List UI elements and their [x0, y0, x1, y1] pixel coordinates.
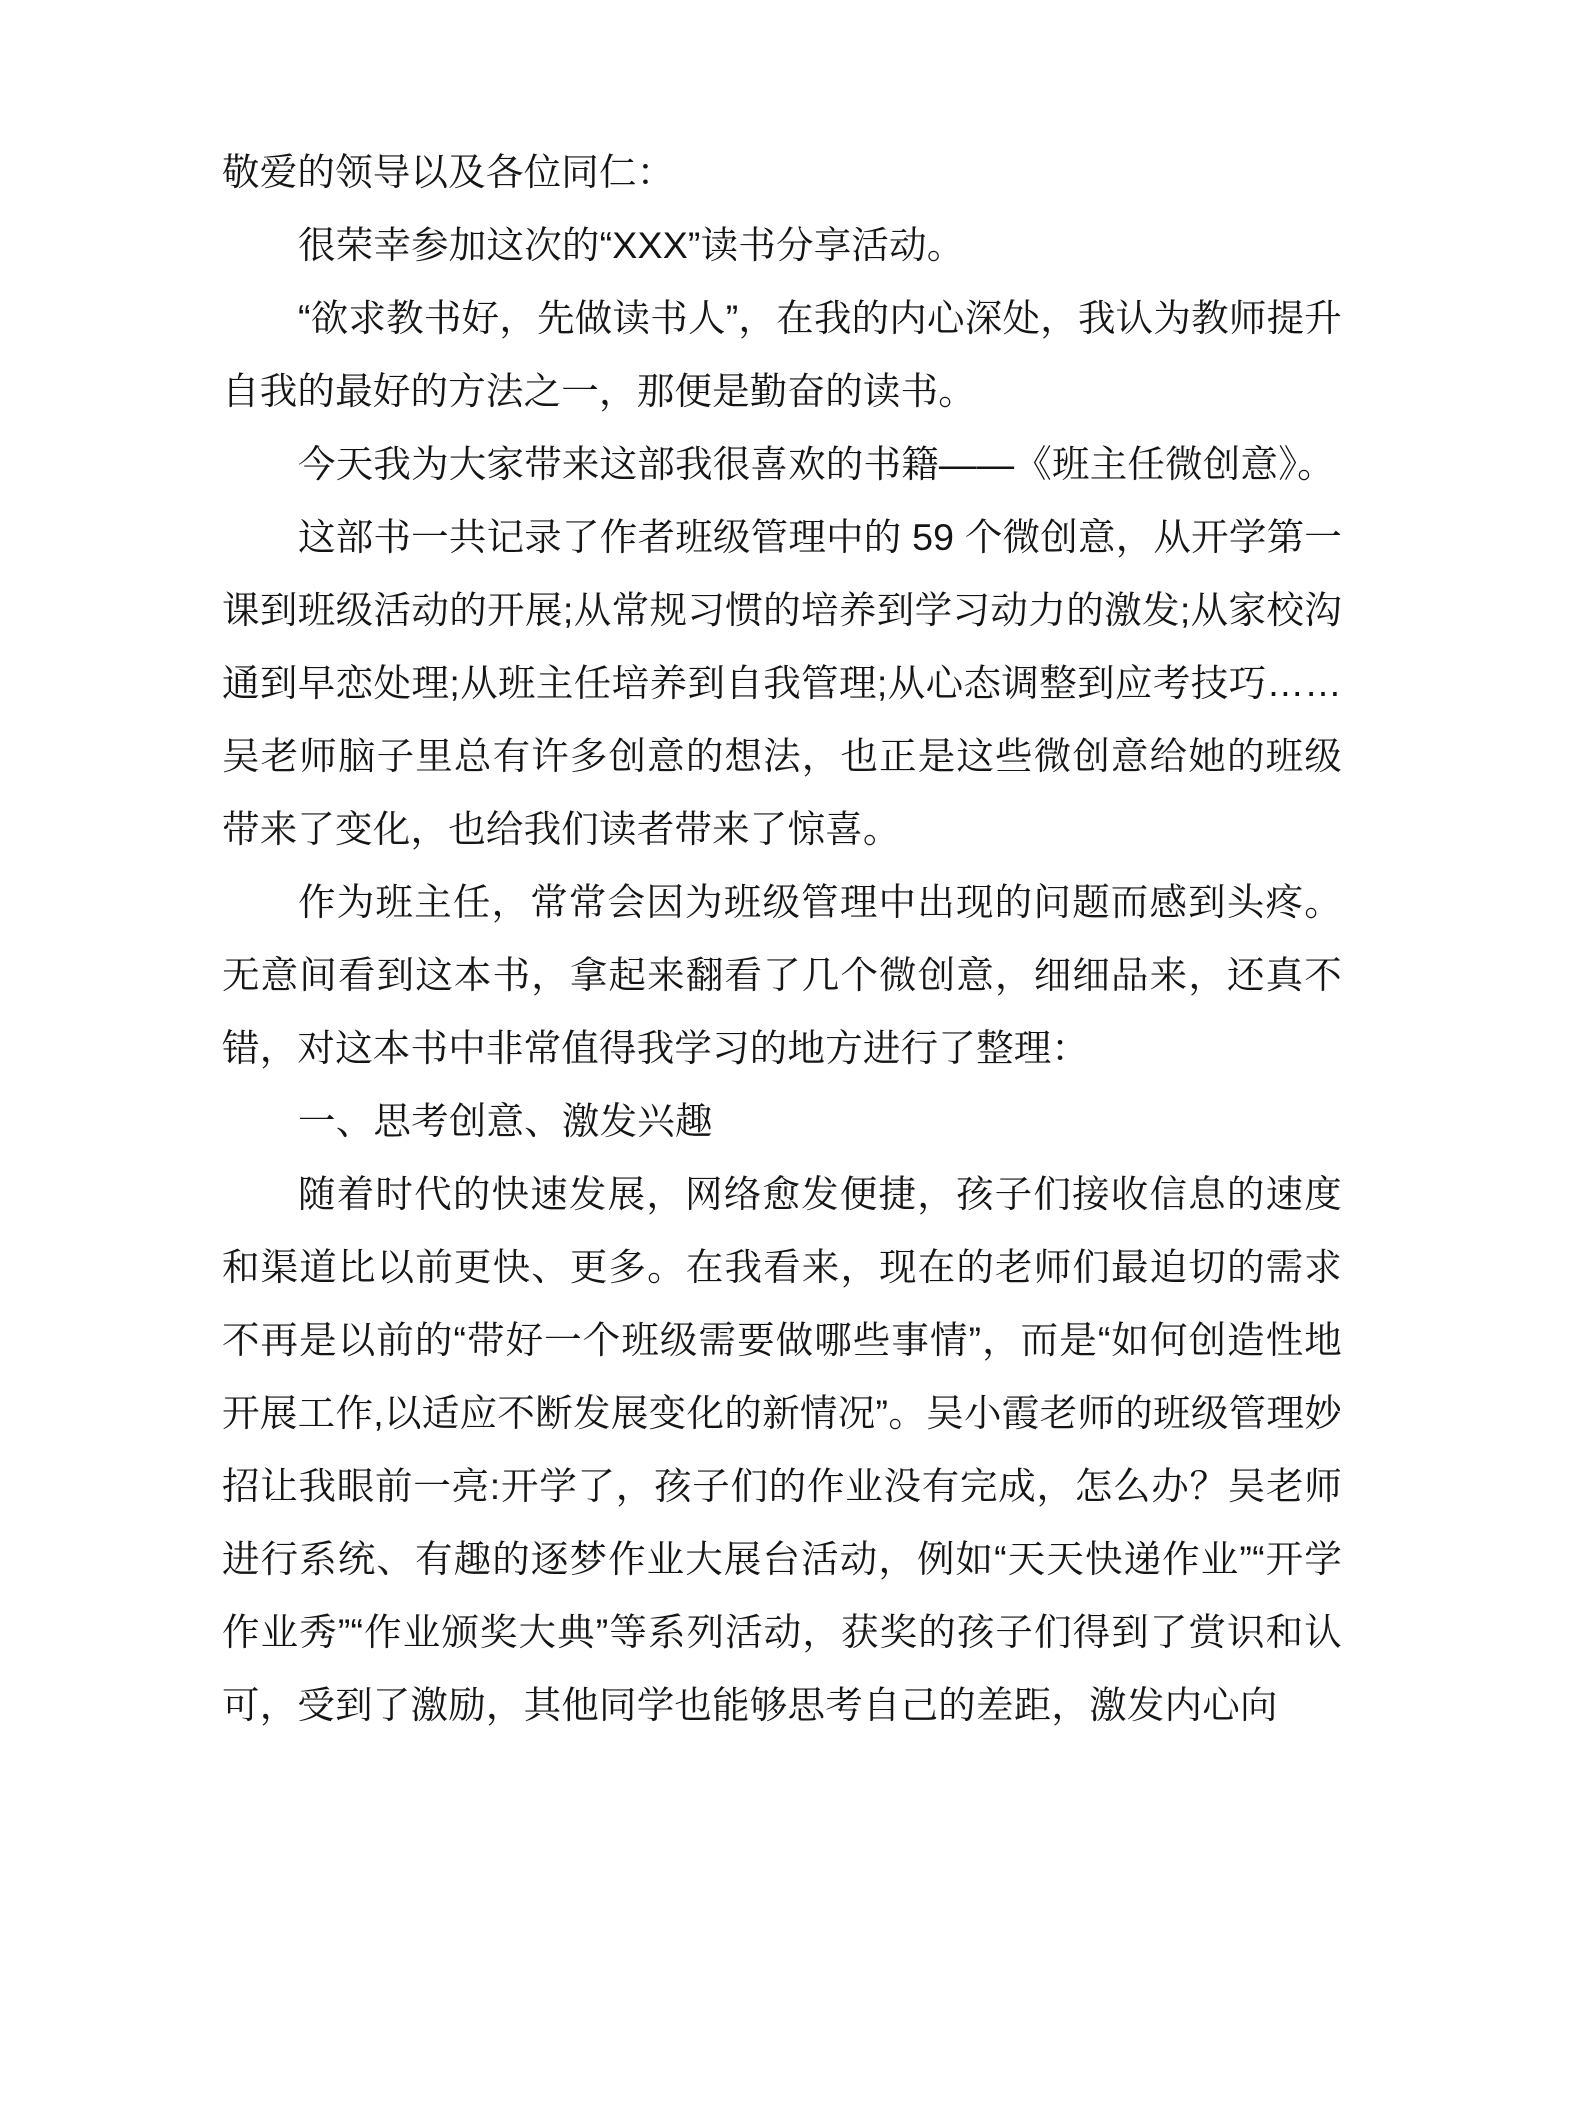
document-text-column [222, 136, 1342, 1742]
paragraph-personal-reflection: 作为班主任，常常会因为班级管理中出现的问题而感到头疼。无意间看到这本书，拿起来翻看了几个微创意，细细品来，还真不错，对这本书中非常值得我学习的地方进行了整理： [222, 881, 1342, 1069]
paragraph-quote-teaching-reading: “欲求教书好，先做读书人”，在我的内心深处，我认为教师提升自我的最好的方法之一，那便是勤奋的读书。 [222, 297, 1342, 412]
paragraph-salutation: 敬爱的领导以及各位同仁： [222, 151, 675, 193]
paragraph-opening-honor: 很荣幸参加这次的“XXX”读书分享活动。 [298, 224, 965, 266]
paragraph-section-one-body: 随着时代的快速发展，网络愈发便捷，孩子们接收信息的速度和渠道比以前更快、更多。在我看来，现在的老师们最迫切的需求不再是以前的“带好一个班级需要做哪些事情”，而是“如何创造性地开展工作,以适应不断发展变化的新情况”。吴小霞老师的班级管理妙招让我眼前一亮:开学了，孩子们的作业没有完成，怎么办？吴老师进行系统、有趣的逐梦作业大展台活动，例如“天天快递作业”“开学作业秀”“作业颁奖大典”等系列活动，获奖的孩子们得到了赏识和认可，受到了激励，其他同学也能够思考自己的差距，激发内心向 [222, 1173, 1342, 1726]
paragraph-book-introduction: 今天我为大家带来这部我很喜欢的书籍——《班主任微创意》。 [298, 443, 1335, 485]
section-heading-one: 一、思考创意、激发兴趣 [298, 1100, 713, 1142]
paragraph-book-summary: 这部书一共记录了作者班级管理中的 59 个微创意，从开学第一课到班级活动的开展;从常规习惯的培养到学习动力的激发;从家校沟通到早恋处理;从班主任培养到自我管理;从心态调整到应考技巧……吴老师脑子里总有许多创意的想法，也正是这些微创意给她的班级带来了变化，也给我们读者带来了惊喜。 [222, 516, 1342, 850]
